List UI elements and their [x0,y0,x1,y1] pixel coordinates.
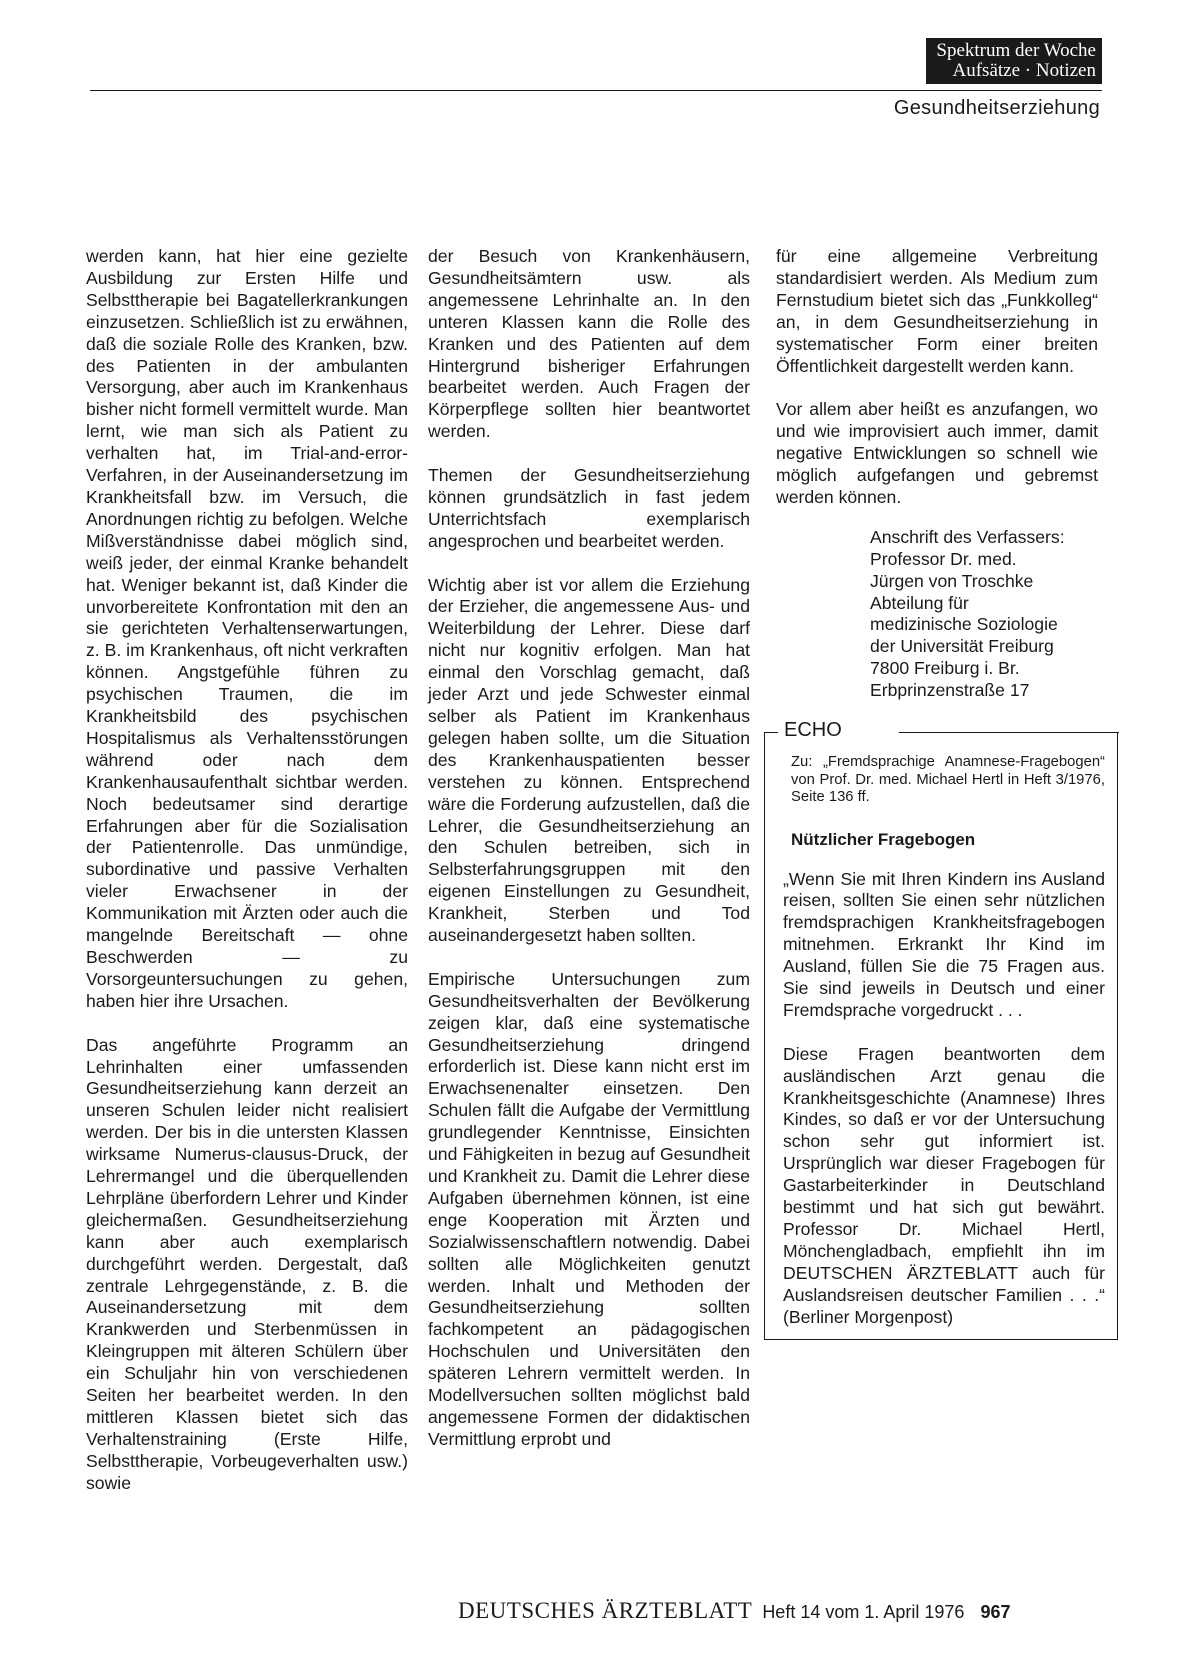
section-label: Spektrum der Woche [936,40,1096,61]
issue-info: Heft 14 vom 1. April 1976 [762,1602,965,1622]
section-badge [926,38,1102,84]
echo-title: ECHO [783,720,845,742]
page-footer [458,1598,1010,1624]
echo-reference: Zu: „Fremdsprachige Anamnese-Fragebogen“ von Prof. Dr. med. Michael Hertl in Heft 3/1976, Seite 136 ff. [791,754,1105,806]
address-line: Anschrift des Verfassers: [870,526,1065,547]
article-column-1 [86,246,408,1495]
header-rule [90,90,1102,91]
echo-box [764,719,1118,1339]
address-line: Jürgen von Troschke [870,570,1034,591]
section-sublabel: Aufsätze · Notizen [952,60,1096,81]
paragraph: werden kann, hat hier eine gezielte Ausbildung zur Ersten Hilfe und Selbsttherapie bei Bagatellerkrankungen einzusetzen. Schließlich ist zu erwähnen, daß die soziale Rolle des Kranken, bzw. des Patienten in der ambulanten Versorgung, aber auch im Krankenhaus bisher nicht formell vermittelt wurde. Man lernt, wie man sich als Patient zu verhalten hat, im Trial-and-error-Verfahren, in der Auseinandersetzung im Krankheitsfall bzw. im Versuch, die Anordnungen richtig zu befolgen. Welche Mißverständnisse dabei möglich sind, weiß jeder, der einmal Kranke behandelt hat. Weniger bekannt ist, daß Kinder die unvorbereitete Konfrontation mit den an sie gerichteten Verhaltenserwartungen, z. B. im Krankenhaus, oft nicht verkraften können. Angstgefühle führen zu psychischen Traumen, die im Krankheitsbild des psychischen Hospitalismus als Verhaltensstörungen während oder nach dem Krankenhausaufenthalt sichtbar werden. Noch bedeutsamer sind derartige Erfahrungen aber für die Sozialisation der Patientenrolle. Das unmündige, subordinative und passive Verhalten vieler Erwachsener in der Kommunikation mit Ärzten oder auch die mangelnde Bereitschaft — ohne Beschwerden — zu Vorsorgeuntersuchungen zu gehen, haben hier ihre Ursachen. [86,246,408,1011]
article-column-3 [776,246,1105,1340]
address-line: der Universität Freiburg [870,636,1054,657]
echo-paragraph: Diese Fragen beantworten dem ausländischen Arzt genau die Krankheitsgeschichte (Anamnese) Ihres Kindes, so daß er vor der Untersuchung schon sehr gut informiert ist. Ursprünglich war dieser Fragebogen für Gastarbeiterkinder in Deutschland bestimmt und hat sich gut bewährt. Professor Dr. Michael Hertl, Mönchengladbach, empfiehlt ihn im DEUTSCHEN ÄRZTEBLATT auch für Auslandsreisen deutscher Familien . . .“ (Berliner Morgenpost) [783,1043,1105,1327]
address-line: Abteilung für [870,592,969,613]
address-line: 7800 Freiburg i. Br. [870,658,1020,679]
address-line: Erbprinzenstraße 17 [870,680,1030,701]
paragraph: Vor allem aber heißt es anzufangen, wo und wie improvisiert auch immer, damit negative Entwicklungen so schnell wie möglich aufgefangen und gebremst werden können. [776,399,1098,507]
paragraph: Themen der Gesundheitserziehung können grundsätzlich in fast jedem Unterrichtsfach exemplarisch angesprochen und bearbeitet werden. [428,465,750,551]
topic-title: Gesundheitserziehung [893,97,1100,119]
page-number: 967 [980,1602,1011,1622]
echo-paragraph: „Wenn Sie mit Ihren Kindern ins Ausland reisen, sollten Sie einen sehr nützlichen fremdsprachigen Krankheitsfragebogen mitnehmen. Erkrankt Ihr Kind im Ausland, füllen Sie die 75 Fragen aus. Sie sind jeweils in Deutsch und einer Fremdsprache vorgedruckt . . . [783,868,1105,1020]
paragraph: Empirische Untersuchungen zum Gesundheitsverhalten der Bevölkerung zeigen klar, daß eine systematische Gesundheitserziehung dringend erforderlich ist. Diese kann nicht erst im Erwachsenenalter einsetzen. Den Schulen fällt die Aufgabe der Vermittlung grundlegender Kenntnisse, Einsichten und Fähigkeiten in bezug auf Gesundheit und Krankheit zu. Damit die Lehrer diese Aufgaben übernehmen können, ist eine enge Kooperation mit Ärzten und Sozialwissenschaftlern notwendig. Dabei sollten alle Möglichkeiten genutzt werden. Inhalt und Methoden der Gesundheitserziehung sollten fachkompetent an pädagogischen Hochschulen und Universitäten den späteren Lehrern vermittelt werden. In Modellversuchen sollten möglichst bald angemessene Formen der didaktischen Vermittlung erprobt und [428,968,750,1449]
paragraph: Wichtig aber ist vor allem die Erziehung der Erzieher, die angemessene Aus- und Weiterbildung der Lehrer. Diese darf nicht nur kognitiv erfolgen. Man hat einmal den Vorschlag gemacht, daß jeder Arzt und jede Schwester einmal selber als Patient im Krankenhaus gelegen haben sollte, um die Situation des Krankenhauspatienten besser verstehen zu können. Entsprechend wäre die Forderung aufzustellen, daß die Lehrer, die Gesundheitserziehung an den Schulen betreiben, sich in Selbsterfahrungsgruppen mit den eigenen Einstellungen zu Gesundheit, Krankheit, Sterben und Tod auseinandergesetzt haben sollten. [428,574,750,946]
article-column-2 [428,246,750,1451]
journal-name: DEUTSCHES ÄRZTEBLATT [458,1598,753,1623]
paragraph: Das angeführte Programm an Lehrinhalten einer umfassenden Gesundheitserziehung kann derzeit an unseren Schulen leider nicht realisiert werden. Der bis in die untersten Klassen wirksame Numerus-clausus-Druck, der Lehrermangel und die überquellenden Lehrpläne überfordern Lehrer und Kinder gleichermaßen. Gesundheitserziehung kann aber auch exemplarisch durchgeführt werden. Dergestalt, daß zentrale Lehrgegenstände, z. B. die Auseinandersetzung mit dem Krankwerden und Sterbenmüssen in Kleingruppen mit älteren Schülern über ein Schuljahr hin von verschiedenen Seiten her bearbeitet werden. In den mittleren Klassen bietet sich das Verhaltenstraining (Erste Hilfe, Selbsttherapie, Vorbeugeverhalten usw.) sowie [86,1034,408,1493]
address-line: medizinische Soziologie [870,614,1058,635]
author-address [870,527,1098,702]
paragraph: für eine allgemeine Verbreitung standardisiert werden. Als Medium zum Fernstudium bietet sich das „Funkkolleg“ an, in dem Gesundheitserziehung in systematischer Form einer breiten Öffentlichkeit dargestellt werden kann. [776,246,1098,376]
paragraph: der Besuch von Krankenhäusern, Gesundheitsämtern usw. als angemessene Lehrinhalte an. In den unteren Klassen kann die Rolle des Kranken und des Patienten auf dem Hintergrund bisheriger Erfahrungen bearbeitet werden. Auch Fragen der Körperpflege sollten hier beantwortet werden. [428,246,750,442]
echo-heading: Nützlicher Fragebogen [791,829,976,849]
address-line: Professor Dr. med. [870,548,1017,569]
